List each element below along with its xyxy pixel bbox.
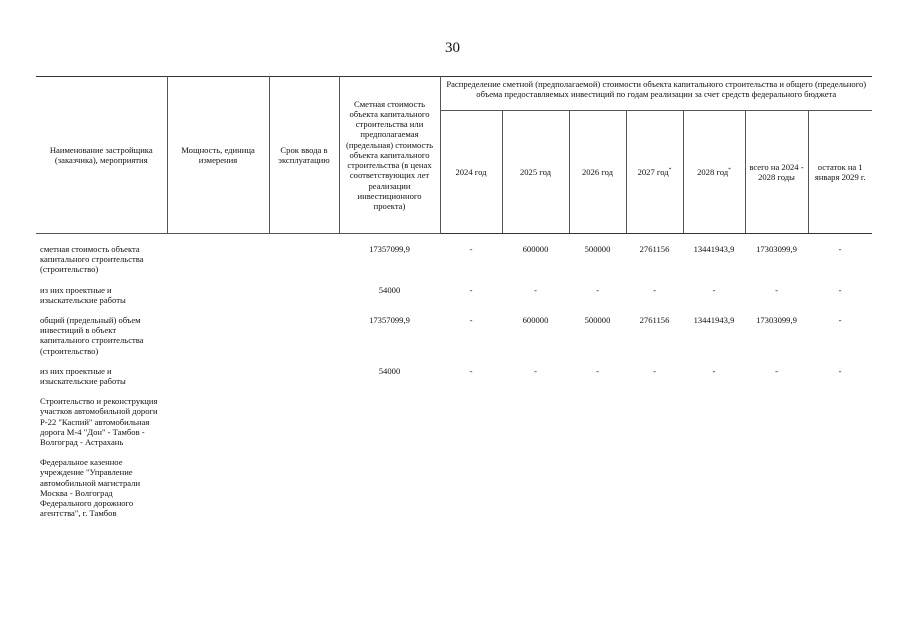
cell-2025: - [534,284,537,295]
cell-term [269,285,339,305]
cell-term [269,366,339,386]
cell-capacity [167,285,269,305]
header-year-2028-label: 2028 год [697,166,729,177]
header-name: Наименование застройщика (заказчика), мероприятия [36,77,167,234]
table-row [36,285,872,305]
cell-total: - [775,365,778,376]
cell-2027: 2761156 [639,244,670,254]
header-year-2024: 2024 год [440,111,502,234]
header-remainder: остаток на 1 января 2029 г. [808,111,872,234]
header-year-2025: 2025 год [502,111,569,234]
cell-capacity [167,315,269,356]
header-year-2027 [626,111,683,234]
customer-name: Федеральное казенное учреждение "Управление автомобильной магистрали Москва - Волгоград Федерального дорожного агентства", г. Тамбов [40,457,141,519]
header-cost: Сметная стоимость объекта капитального строительства или предполагаемая (предельная) стоимость объекта капитального строительства (в ценах соответствующих лет реализации инвестиционного проекта) [339,77,440,234]
page-number: 30 [445,40,460,56]
cell-2024: - [469,365,473,376]
table-row [36,244,872,275]
row-label: из них проектные и изыскательские работы [40,365,126,387]
header-year-2028 [683,111,745,234]
cell-cost: 17357099,9 [369,315,410,326]
cell-2028: - [712,284,716,295]
cell-capacity [167,244,269,275]
cell-remainder: - [838,365,842,376]
cell-2024: - [469,244,473,254]
cell-total: 17303099,9 [756,244,797,254]
cell-2024: - [469,284,473,295]
cell-2028: 13441943,9 [693,315,735,326]
header-term: Срок ввода в эксплуатацию [269,77,339,234]
header-row-1 [36,77,872,111]
cell-cost: 54000 [378,365,401,376]
row-label: общий (предельный) объем инвестиций в объект капитального строительства (строительство) [40,315,144,356]
cell-2028: - [712,365,716,376]
row-label: сметная стоимость объекта капитального строительства (строительство) [40,244,144,275]
cell-term [269,315,339,356]
cell-capacity [167,366,269,386]
cell-cost: 17357099,9 [369,244,410,254]
cell-remainder: - [838,244,842,254]
footnote-mark-2027: * [668,167,672,174]
header-year-2026 [569,111,626,234]
cell-2025: - [534,365,537,376]
cell-2025: 600000 [522,244,549,254]
cell-2024: - [469,315,473,326]
header-distribution: Распределение сметной (предполагаемой) стоимости объекта капитального строительства и общего (предельного) объема предоставляемых инвестиций по годам реализации за счет средств федерального бюджета [440,77,872,111]
cell-remainder: - [838,315,842,326]
header-year-2027-label-2026: 2026 год [581,166,614,177]
header-capacity: Мощность, единица измерения [167,77,269,234]
cell-cost: 54000 [378,284,401,295]
cell-total: 17303099,9 [756,315,797,326]
cell-2026: - [596,365,599,376]
cell-2027: - [653,284,656,295]
cell-2026: 500000 [584,315,611,326]
table-row [36,366,872,386]
customer-row [36,457,872,518]
investment-table [36,76,872,518]
cell-2026: - [596,284,599,295]
cell-2027: - [653,365,656,376]
cell-2026: 500000 [584,244,611,254]
cell-2025: 600000 [522,315,549,326]
header-total: всего на 2024 - 2028 годы [745,111,808,234]
cell-total: - [775,284,778,295]
cell-2028: 13441943,9 [693,244,735,254]
cell-2027: 2761156 [639,315,670,326]
cell-term [269,244,339,275]
footnote-mark-2028: * [728,167,731,174]
header-year-2027-label: 2027 год [637,166,669,177]
project-title-row [36,396,872,447]
table-row [36,315,872,356]
cell-remainder: - [838,284,842,295]
project-title: Строительство и реконструкция участков автомобильной дороги Р-22 "Каспий" автомобильная дорога М-4 "Дон" - Тамбов - Волгоград - Астрахань [40,396,158,448]
row-label: из них проектные и изыскательские работы [40,284,126,305]
